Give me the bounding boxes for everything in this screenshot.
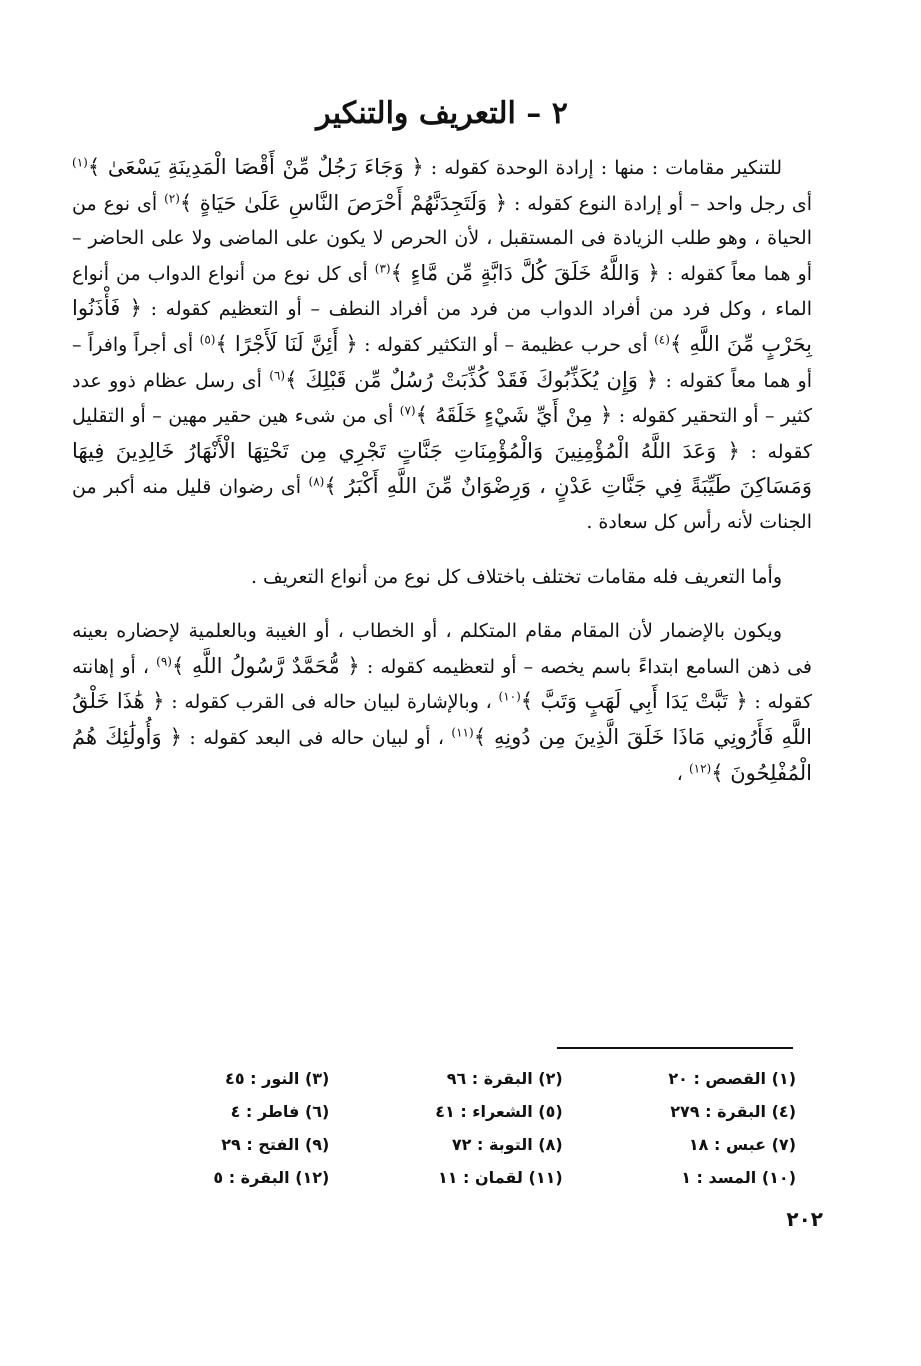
- footnote-marker: (١): [72, 155, 88, 170]
- text-run: أى رسل عظام ذوو عدد كثير – أو التحقير كقوله :: [72, 369, 813, 428]
- footnote-marker: (١١): [451, 725, 474, 740]
- footnote: (٨) التوبة : ٧٢: [451, 1135, 563, 1154]
- footnote: (٢) البقرة : ٩٦: [446, 1069, 563, 1088]
- footnote-marker: (٥): [199, 332, 216, 347]
- paragraph-definite-intro: وأما التعريف فله مقامات تختلف باختلاف كل نوع من أنواع التعريف .: [250, 565, 782, 588]
- text-run: ، أو لبيان حاله فى البعد كقوله :: [181, 726, 452, 749]
- section-heading: ٢ – التعريف والتنكير: [316, 96, 568, 131]
- footnote-marker: (٦): [269, 368, 286, 383]
- footnote-marker: (٢): [164, 191, 180, 206]
- text-run: ، أو إهانته كقوله :: [72, 655, 812, 714]
- footnote: (٦) فاطر : ٤: [230, 1102, 330, 1121]
- quran-quote: ﴿ فَأْذَنُوا بِحَرْبٍ مِّنَ اللَّهِ ﴾: [72, 296, 813, 356]
- text-run: ويكون بالإضمار لأن المقام مقام المتكلم ، أو الخطاب ، أو الغيبة وبالعلمية لإحضاره بعينه فى ذهن السامع ابتداءً باسم يخصه – أو لتعظيمه كقوله :: [72, 620, 812, 678]
- page-body: [72, 92, 812, 791]
- footnote-marker: (٣): [374, 261, 391, 276]
- footnote: (٤) البقرة : ٢٧٩: [670, 1102, 796, 1121]
- footnote: (٥) الشعراء : ٤١: [435, 1102, 563, 1121]
- quran-quote: ﴿ هَٰذَا خَلْقُ اللَّهِ فَأَرُونِي مَاذَا خَلَقَ الَّذِينَ مِن دُونِهِ ﴾: [72, 689, 812, 749]
- footnote-marker: (٨): [308, 475, 325, 490]
- quran-quote: ﴿ وَإِن يُكَذِّبُوكَ فَقَدْ كُذِّبَتْ رُسُلٌ مِّن قَبْلِكَ ﴾: [285, 367, 659, 392]
- quran-quote: ﴿ وَلَتَجِدَنَّهُمْ أَحْرَصَ النَّاسِ عَلَىٰ حَيَاةٍ ﴾: [179, 190, 508, 215]
- footnote: (٧) عبس : ١٨: [688, 1135, 796, 1154]
- text-run: أى نوع من الحياة ، وهو طلب الزيادة فى المستقبل ، لأن الحرص لا يكون على الماضى ولا على الحاضر – أو هما معاً كقوله :: [72, 192, 812, 285]
- text-run: ، وبالإشارة لبيان حاله فى القرب كقوله :: [164, 691, 499, 714]
- text-run: للتنكير مقامات : منها : إرادة الوحدة كقوله :: [423, 157, 782, 179]
- text-run: ،: [676, 762, 689, 785]
- quran-quote: ﴿ أَئِنَّ لَنَا لَأَجْرًا ﴾: [215, 331, 358, 356]
- footnote-marker: (٤): [654, 332, 670, 347]
- text-run: أى رجل واحد – أو إرادة النوع كقوله :: [507, 192, 813, 215]
- footnote: (١٠) المسد : ١: [681, 1168, 796, 1187]
- text-run: أى كل نوع من أنواع الدواب من أنواع الماء ، وكل فرد من أفراد الدواب من فرد من أفراد النطف – أو التعظيم كقوله :: [72, 262, 812, 321]
- paragraph-indefinite: [72, 150, 812, 540]
- quran-quote: ﴿ وَجَاءَ رَجُلٌ مِّنْ أَقْصَا الْمَدِينَةِ يَسْعَىٰ ﴾: [87, 155, 424, 179]
- quran-quote: ﴿ وَأُولَٰئِكَ هُمُ الْمُفْلِحُونَ ﴾: [72, 724, 812, 785]
- footnote-marker: (١٠): [498, 689, 521, 704]
- footnote: (١٢) البقرة : ٥: [213, 1168, 330, 1187]
- text-run: أى حرب عظيمة – أو التكثير كقوله :: [357, 333, 655, 356]
- text-run: أى رضوان قليل منه أكبر من الجنات لأنه رأس كل سعادة .: [72, 476, 812, 533]
- footnote-marker: (٧): [399, 403, 416, 418]
- text-run: أى من شىء هين حقير مهين – أو التقليل كقوله :: [72, 405, 812, 463]
- footnotes: [96, 1062, 796, 1194]
- quran-quote: ﴿ مِنْ أَيِّ شَيْءٍ خَلَقَهُ ﴾: [415, 403, 613, 428]
- quran-quote: ﴿ مُّحَمَّدٌ رَّسُولُ اللَّهِ ﴾: [171, 653, 360, 678]
- footnote: (١١) لقمان : ١١: [437, 1168, 563, 1187]
- footnote: (٣) النور : ٤٥: [225, 1069, 330, 1088]
- quran-quote: ﴿ تَبَّتْ يَدَا أَبِي لَهَبٍ وَتَبَّ ﴾: [520, 689, 748, 714]
- quran-quote: ﴿ وَعَدَ اللَّهُ الْمُؤْمِنِينَ وَالْمُؤْمِنَاتِ جَنَّاتٍ تَجْرِي مِن تَحْتِهَا الْأَنْهَارُ خَالِدِينَ فِيهَا وَمَسَاكِنَ طَيِّبَةً فِي جَنَّاتِ عَدْنٍ ، وَرِضْوَانٌ مِّنَ اللَّهِ أَكْبَرُ ﴾: [72, 438, 812, 499]
- page-number: ٢٠٢: [786, 1207, 823, 1231]
- footnote: (٩) الفتح : ٢٩: [221, 1135, 330, 1154]
- paragraph-definite-types: [72, 614, 812, 791]
- footnote-marker: (١٢): [688, 761, 712, 776]
- quran-quote: ﴿ وَاللَّهُ خَلَقَ كُلَّ دَابَّةٍ مِّن مَّاءٍ ﴾: [390, 260, 660, 285]
- footnote-marker: (٩): [156, 654, 172, 669]
- footnote-divider: [557, 1047, 793, 1049]
- text-run: أى أجراً وافراً – أو هما معاً كقوله :: [72, 333, 812, 392]
- footnote: (١) القصص : ٢٠: [668, 1069, 796, 1088]
